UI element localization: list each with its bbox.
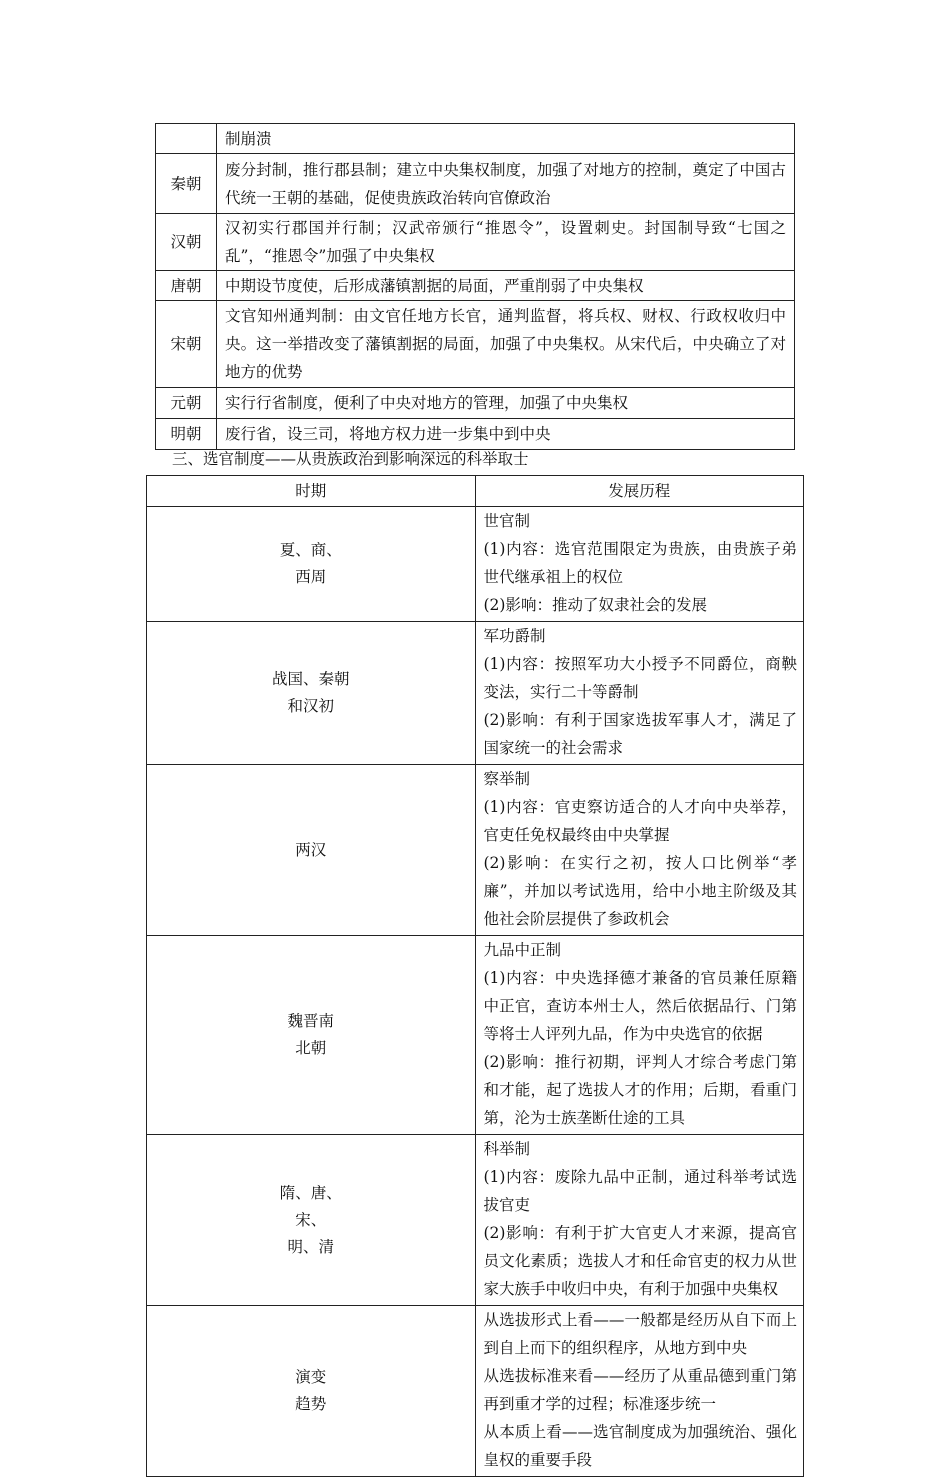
content-line: 九品中正制 xyxy=(483,941,562,959)
period-line: 隋、唐、 xyxy=(279,1183,342,1202)
period-line: 演变 xyxy=(295,1368,327,1386)
table-row xyxy=(147,1306,804,1477)
table-row xyxy=(156,301,795,388)
content-line: (1)内容：官吏察访适合的人才向中央举荐，官吏任免权最终由中央掌握 xyxy=(483,798,797,844)
content-cell xyxy=(475,1135,804,1306)
period-cell xyxy=(147,1135,476,1306)
content-cell: 废行省，设三司，将地方权力进一步集中到中央 xyxy=(217,419,795,450)
content-line: 世官制 xyxy=(483,512,531,530)
table-row xyxy=(156,154,795,214)
content-cell xyxy=(475,622,804,765)
content-line: (2)影响：有利于国家选拔军事人才，满足了国家统一的社会需求 xyxy=(483,711,797,757)
content-line: (1)内容：选官范围限定为贵族，由贵族子弟世代继承祖上的权位 xyxy=(483,540,797,586)
content-line: (1)内容：按照军功大小授予不同爵位，商鞅变法，实行二十等爵制 xyxy=(483,655,797,701)
period-cell xyxy=(147,507,476,622)
period-line: 宋、 xyxy=(295,1210,327,1229)
table-row xyxy=(156,419,795,450)
official-selection-table xyxy=(146,475,804,1477)
period-line: 两汉 xyxy=(295,840,327,859)
content-line: (2)影响：有利于扩大官吏人才来源，提高官员文化素质；选拔人才和任命官吏的权力从世家大族手中收归中央，有利于加强中央集权 xyxy=(483,1224,797,1298)
content-line: 从本质上看——选官制度成为加强统治、强化皇权的重要手段 xyxy=(483,1423,797,1469)
content-cell: 制崩溃 xyxy=(217,124,795,154)
section-title: 三、选官制度——从贵族政治到影响深远的科举取士 xyxy=(172,450,529,468)
period-cell: 唐朝 xyxy=(156,271,217,301)
period-cell: 明朝 xyxy=(156,419,217,450)
content-line: (2)影响：推行初期，评判人才综合考虑门第和才能，起了选拔人才的作用；后期，看重门第，沦为士族垄断仕途的工具 xyxy=(483,1053,797,1127)
table-row xyxy=(147,507,804,622)
period-line: 北朝 xyxy=(295,1039,327,1057)
table-row xyxy=(156,271,795,301)
period-cell xyxy=(156,124,217,154)
content-cell: 实行行省制度，便利了中央对地方的管理，加强了中央集权 xyxy=(217,388,795,419)
table-row xyxy=(147,1135,804,1306)
content-cell: 文官知州通判制：由文官任地方长官，通判监督，将兵权、财权、行政权收归中央。这一举措改变了藩镇割据的局面，加强了中央集权。从宋代后，中央确立了对地方的优势 xyxy=(217,301,795,388)
period-cell: 秦朝 xyxy=(156,154,217,214)
period-cell xyxy=(147,936,476,1135)
period-line: 西周 xyxy=(295,568,327,586)
header-content: 发展历程 xyxy=(475,476,804,507)
period-line: 和汉初 xyxy=(287,697,334,715)
content-line: 察举制 xyxy=(483,770,531,788)
content-cell xyxy=(475,936,804,1135)
period-cell xyxy=(147,765,476,936)
content-cell: 汉初实行郡国并行制；汉武帝颁行“推恩令”，设置刺史。封国制导致“七国之乱”，“推恩令”加强了中央集权 xyxy=(217,214,795,271)
table-row xyxy=(156,124,795,154)
table-header-row xyxy=(147,476,804,507)
content-line: (1)内容：中央选择德才兼备的官员兼任原籍中正官，查访本州士人，然后依据品行、门第等将士人评列九品，作为中央选官的依据 xyxy=(483,969,797,1043)
table-row xyxy=(147,936,804,1135)
period-line: 战国、秦朝 xyxy=(271,670,350,688)
content-cell: 废分封制，推行郡县制；建立中央集权制度，加强了对地方的控制，奠定了中国古代统一王朝的基础，促使贵族政治转向官僚政治 xyxy=(217,154,795,214)
content-cell xyxy=(475,765,804,936)
content-line: 科举制 xyxy=(483,1140,531,1158)
content-line: (2)影响：推动了奴隶社会的发展 xyxy=(483,596,707,614)
period-cell: 汉朝 xyxy=(156,214,217,271)
content-cell: 中期设节度使，后形成藩镇割据的局面，严重削弱了中央集权 xyxy=(217,271,795,301)
period-cell: 宋朝 xyxy=(156,301,217,388)
table-row xyxy=(156,388,795,419)
local-admin-table xyxy=(155,123,795,450)
period-cell xyxy=(147,622,476,765)
content-line: 从选拔形式上看——一般都是经历从自下而上到自上而下的组织程序，从地方到中央 xyxy=(483,1311,797,1357)
content-cell xyxy=(475,1306,804,1477)
content-line: (1)内容：废除九品中正制，通过科举考试选拔官吏 xyxy=(483,1168,797,1214)
content-cell xyxy=(475,507,804,622)
period-cell: 元朝 xyxy=(156,388,217,419)
period-cell xyxy=(147,1306,476,1477)
period-line: 趋势 xyxy=(295,1395,327,1413)
period-line: 魏晋南 xyxy=(287,1012,334,1030)
content-line: 从选拔标准来看——经历了从重品德到重门第再到重才学的过程；标准逐步统一 xyxy=(483,1367,797,1413)
period-line: 夏、商、 xyxy=(279,541,342,559)
table-row xyxy=(147,622,804,765)
table-row xyxy=(156,214,795,271)
header-period: 时期 xyxy=(147,476,476,507)
content-line: (2)影响：在实行之初，按人口比例举“孝廉”，并加以考试选用，给中小地主阶级及其他社会阶层提供了参政机会 xyxy=(483,854,797,928)
period-line: 明、清 xyxy=(287,1237,334,1256)
table-row xyxy=(147,765,804,936)
content-line: 军功爵制 xyxy=(483,627,546,645)
